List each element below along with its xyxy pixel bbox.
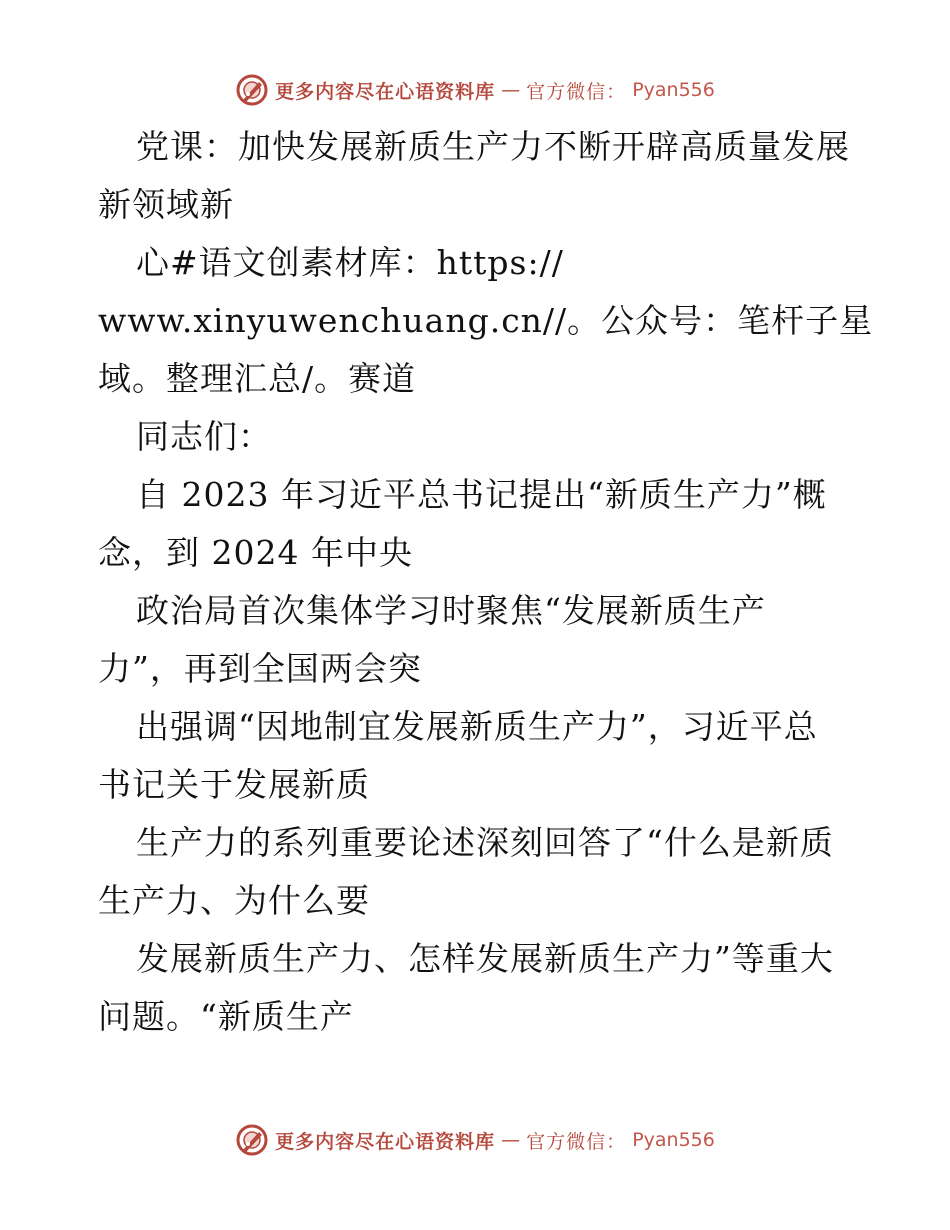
pen-nib-logo-icon <box>235 1123 269 1157</box>
banner-main-text: 更多内容尽在心语资料库 <box>275 80 496 103</box>
document-line: 政治局首次集体学习时聚焦“发展新质生产 <box>136 591 766 630</box>
footer-banner <box>0 1120 950 1160</box>
banner-dash: — <box>501 79 521 101</box>
document-line: 书记关于发展新质 <box>98 765 370 804</box>
document-line: 党课：加快发展新质生产力不断开辟高质量发展 <box>136 127 850 166</box>
document-line: 生产力的系列重要论述深刻回答了“什么是新质 <box>136 823 834 862</box>
banner-main-text: 更多内容尽在心语资料库 <box>275 1130 496 1153</box>
document-line: 力”，再到全国两会突 <box>98 649 422 688</box>
banner-wechat-label: 官方微信： <box>526 80 627 103</box>
banner-dash: — <box>501 1129 521 1151</box>
document-line: 念，到 2024 年中央 <box>98 533 413 572</box>
document-line: 心#语文创素材库：https:// <box>136 243 564 282</box>
document-body <box>98 118 874 1046</box>
document-line: 新领域新 <box>98 185 234 224</box>
pen-nib-logo-icon <box>235 73 269 107</box>
document-line: 域。整理汇总/。赛道 <box>98 359 417 398</box>
header-banner <box>0 70 950 110</box>
document-line: 问题。“新质生产 <box>98 997 354 1036</box>
banner-wechat-label: 官方微信： <box>526 1130 627 1153</box>
banner-wechat-id: Pyan556 <box>632 1129 715 1151</box>
banner-wechat-id: Pyan556 <box>632 79 715 101</box>
document-line: 生产力、为什么要 <box>98 881 370 920</box>
document-line: 自 2023 年习近平总书记提出“新质生产力”概 <box>136 475 827 514</box>
document-line: www.xinyuwenchuang.cn//。公众号：笔杆子星 <box>98 301 874 340</box>
document-line: 出强调“因地制宜发展新质生产力”，习近平总 <box>136 707 818 746</box>
document-line: 同志们： <box>136 417 272 456</box>
document-line: 发展新质生产力、怎样发展新质生产力”等重大 <box>136 939 834 978</box>
